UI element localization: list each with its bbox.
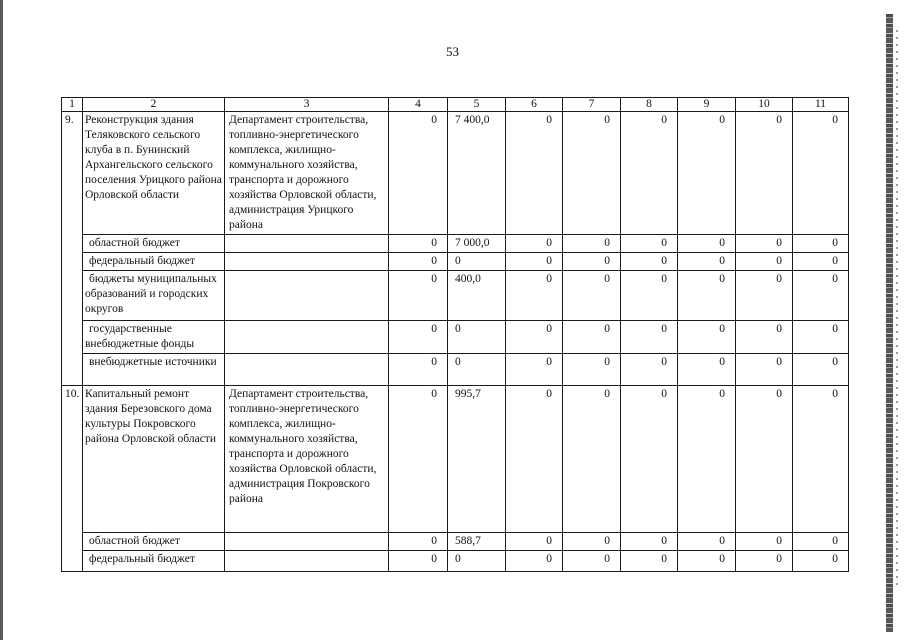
value-cell: 0 <box>621 533 678 551</box>
value-cell: 0 <box>678 354 736 386</box>
value-cell: 0 <box>678 533 736 551</box>
scan-edge-left <box>0 0 3 640</box>
empty-organization-cell <box>225 321 389 354</box>
value-cell: 0 <box>736 321 793 354</box>
empty-organization-cell <box>225 551 389 572</box>
value-cell: 0 <box>736 235 793 253</box>
value-cell: 0 <box>506 271 563 321</box>
value-cell: 0 <box>678 551 736 572</box>
value-cell: 0 <box>736 386 793 533</box>
project-name: Реконструкция здания Теляковского сельского клуба в п. Бунинский Архангельского сельского поселения Урицкого района Орловской области <box>83 112 225 235</box>
value-cell: 0 <box>736 533 793 551</box>
value-cell: 0 <box>448 354 506 386</box>
value-cell: 0 <box>793 321 849 354</box>
funding-source-row <box>62 321 849 354</box>
value-cell: 0 <box>563 235 621 253</box>
value-cell: 0 <box>506 235 563 253</box>
value-cell: 0 <box>506 321 563 354</box>
value-cell: 0 <box>678 253 736 271</box>
value-cell: 0 <box>506 386 563 533</box>
value-cell: 0 <box>448 321 506 354</box>
page-number: 53 <box>446 44 459 59</box>
value-cell: 0 <box>736 112 793 235</box>
row-number: 9. <box>62 112 83 386</box>
value-cell: 0 <box>563 271 621 321</box>
value-cell: 0 <box>678 112 736 235</box>
row-number: 10. <box>62 386 83 572</box>
value-cell: 0 <box>736 354 793 386</box>
funding-source-row <box>62 271 849 321</box>
value-cell: 0 <box>563 321 621 354</box>
empty-organization-cell <box>225 271 389 321</box>
value-cell: 0 <box>389 386 448 533</box>
funding-source-label <box>83 271 225 321</box>
value-cell: 0 <box>678 271 736 321</box>
value-cell: 0 <box>448 253 506 271</box>
funding-source-label <box>83 253 225 271</box>
value-cell: 0 <box>736 551 793 572</box>
value-cell: 0 <box>389 253 448 271</box>
funding-source-text: внебюджетные источники <box>89 356 217 368</box>
value-cell: 0 <box>793 354 849 386</box>
value-cell: 0 <box>389 533 448 551</box>
header-cell: 7 <box>563 98 621 112</box>
funding-source-row <box>62 253 849 271</box>
funding-source-label <box>83 533 225 551</box>
value-cell: 0 <box>506 253 563 271</box>
value-cell: 0 <box>678 235 736 253</box>
funding-source-text: государственные внебюджетные фонды <box>85 323 195 350</box>
funding-source-label <box>83 551 225 572</box>
value-cell: 0 <box>563 354 621 386</box>
value-cell: 0 <box>678 321 736 354</box>
value-cell: 0 <box>621 321 678 354</box>
header-cell: 10 <box>736 98 793 112</box>
value-cell: 0 <box>563 112 621 235</box>
value-cell: 0 <box>736 271 793 321</box>
value-cell: 0 <box>389 551 448 572</box>
header-cell: 4 <box>389 98 448 112</box>
funding-source-row <box>62 533 849 551</box>
value-cell: 588,7 <box>448 533 506 551</box>
value-cell: 0 <box>621 271 678 321</box>
funding-source-row <box>62 354 849 386</box>
value-cell: 0 <box>389 235 448 253</box>
value-cell: 7 400,0 <box>448 112 506 235</box>
value-cell: 0 <box>563 551 621 572</box>
empty-organization-cell <box>225 354 389 386</box>
value-cell: 0 <box>621 235 678 253</box>
header-cell: 2 <box>83 98 225 112</box>
value-cell: 0 <box>621 354 678 386</box>
value-cell: 0 <box>793 551 849 572</box>
value-cell: 0 <box>621 551 678 572</box>
funding-source-text: областной бюджет <box>89 535 180 547</box>
header-cell: 9 <box>678 98 736 112</box>
scan-edge-right <box>886 14 893 632</box>
value-cell: 0 <box>563 533 621 551</box>
empty-organization-cell <box>225 533 389 551</box>
header-cell: 6 <box>506 98 563 112</box>
value-cell: 0 <box>389 271 448 321</box>
project-row <box>62 112 849 235</box>
value-cell: 995,7 <box>448 386 506 533</box>
value-cell: 0 <box>793 253 849 271</box>
project-row <box>62 386 849 533</box>
project-name: Капитальный ремонт здания Березовского дома культуры Покровского района Орловской области <box>83 386 225 533</box>
value-cell: 0 <box>736 253 793 271</box>
value-cell: 0 <box>621 253 678 271</box>
funding-source-row <box>62 235 849 253</box>
funding-source-label <box>83 321 225 354</box>
funding-source-text: бюджеты муниципальных образований и городских округов <box>85 273 217 315</box>
header-row <box>62 98 849 112</box>
value-cell: 0 <box>793 533 849 551</box>
value-cell: 0 <box>621 386 678 533</box>
funding-source-text: федеральный бюджет <box>89 255 195 267</box>
header-cell: 8 <box>621 98 678 112</box>
budget-table <box>61 97 849 572</box>
value-cell: 0 <box>389 354 448 386</box>
value-cell: 0 <box>563 253 621 271</box>
value-cell: 0 <box>793 271 849 321</box>
header-cell: 5 <box>448 98 506 112</box>
funding-source-label <box>83 235 225 253</box>
funding-source-row <box>62 551 849 572</box>
value-cell: 0 <box>506 354 563 386</box>
value-cell: 400,0 <box>448 271 506 321</box>
value-cell: 0 <box>506 533 563 551</box>
funding-source-label <box>83 354 225 386</box>
value-cell: 0 <box>389 112 448 235</box>
value-cell: 0 <box>793 386 849 533</box>
value-cell: 0 <box>793 235 849 253</box>
value-cell: 0 <box>563 386 621 533</box>
header-cell: 3 <box>225 98 389 112</box>
header-cell: 1 <box>62 98 83 112</box>
value-cell: 0 <box>506 551 563 572</box>
empty-organization-cell <box>225 253 389 271</box>
value-cell: 7 000,0 <box>448 235 506 253</box>
value-cell: 0 <box>621 112 678 235</box>
scan-edge-right-inner <box>896 30 898 590</box>
funding-source-text: областной бюджет <box>89 237 180 249</box>
responsible-organization: Департамент строительства, топливно-энергетического комплекса, жилищно-коммунального хозяйства, транспорта и дорожного хозяйства Орловской области, администрация Урицкого района <box>225 112 389 235</box>
responsible-organization: Департамент строительства, топливно-энергетического комплекса, жилищно-коммунального хозяйства, транспорта и дорожного хозяйства Орловской области, администрация Покровского района <box>225 386 389 533</box>
value-cell: 0 <box>678 386 736 533</box>
value-cell: 0 <box>448 551 506 572</box>
value-cell: 0 <box>793 112 849 235</box>
value-cell: 0 <box>389 321 448 354</box>
value-cell: 0 <box>506 112 563 235</box>
empty-organization-cell <box>225 235 389 253</box>
header-cell: 11 <box>793 98 849 112</box>
funding-source-text: федеральный бюджет <box>89 553 195 565</box>
